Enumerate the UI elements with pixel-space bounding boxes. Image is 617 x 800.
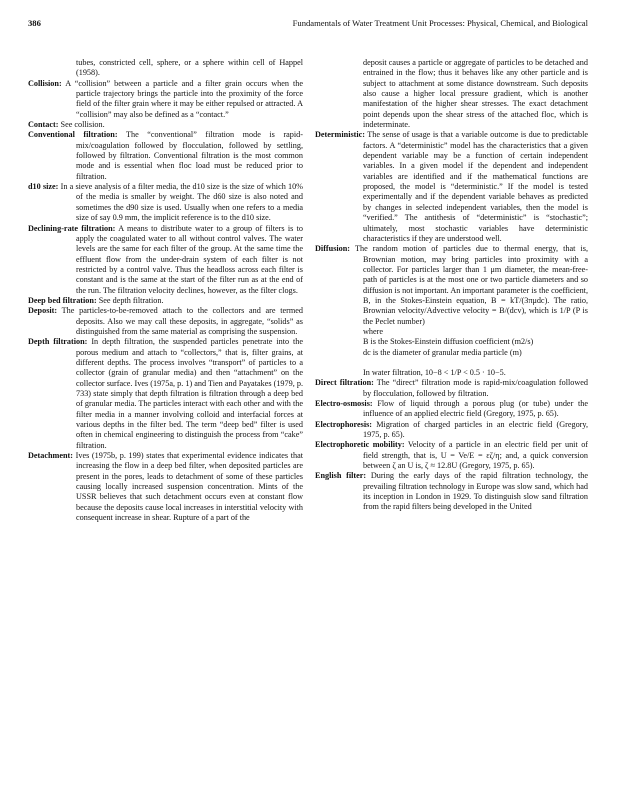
glossary-term: Collision:: [28, 78, 62, 88]
glossary-definition: The “direct” filtration mode is rapid-mix/coagulation followed by flocculation, followed by filtration.: [363, 378, 588, 398]
glossary-entry-depth-filtration: [28, 337, 303, 451]
right-column: [315, 58, 588, 513]
glossary-entry-detachment: [28, 451, 303, 523]
glossary-entry-electro-osmosis: [315, 399, 588, 420]
glossary-definition: See collision.: [60, 120, 105, 130]
glossary-entry-cont-deposit: [315, 58, 588, 130]
running-title: Fundamentals of Water Treatment Unit Processes: Physical, Chemical, and Biological: [292, 18, 588, 28]
glossary-term: Electro-osmosis:: [315, 399, 373, 408]
glossary-term: Detachment:: [28, 451, 74, 461]
glossary-definition: B is the Stokes-Einstein diffusion coefficient (m2/s): [363, 337, 534, 347]
glossary-definition: The “conventional” filtration mode is rapid-mix/coagulation followed by flocculation, followed by settling, followed by filtration. Conventional filtration is the most common mode and is essential when floc load must be reduced prior to filtration.: [76, 130, 303, 181]
glossary-term: Electrophoresis:: [315, 419, 373, 429]
spacer: [315, 358, 588, 368]
glossary-definition: deposit causes a particle or aggregate of particles to be detached and entrained in the flow; thus it behaves like any other particle and is subject to attachment at some distance downstream. Such deposits also cause a higher local pressure gradient, which is another manifestation of the higher shear stresses. The exact detachment point depends upon the shear stress of the attached floc, which is indeterminate.: [363, 58, 588, 130]
glossary-definition: A “collision” between a particle and a filter grain occurs when the particle trajectory brings the particle into the proximity of the force field of the filter grain where it may be either repulsed or attracted. A “collision” may also be defined as a “contact.”: [65, 78, 303, 119]
glossary-definition: Flow of liquid through a porous plug (or tube) under the influence of an applied electric field (Gregory, 1975, p. 65).: [363, 399, 588, 419]
glossary-term: Depth filtration:: [28, 337, 88, 347]
glossary-entry-deep-bed: [28, 296, 303, 306]
glossary-definition: tubes, constricted cell, sphere, or a sphere within cell of Happel (1958).: [76, 58, 303, 78]
glossary-entry-electrophoretic-mobility: [315, 440, 588, 471]
glossary-definition: See depth filtration.: [98, 295, 164, 305]
glossary-entry-where: [315, 327, 588, 337]
glossary-entry-where-dc: [315, 348, 588, 358]
glossary-definition: dc is the diameter of granular media particle (m): [363, 347, 522, 357]
glossary-entry-conventional-filtration: [28, 130, 303, 182]
glossary-entry-declining-rate: [28, 224, 303, 296]
glossary-entry-water-filtration: [315, 368, 588, 378]
glossary-definition: A means to distribute water to a group of filters is to apply the coagulated water to all without control valves. The water levels are the same for each filter of the group. At the same time the effluent flow from the under-drain system of each filter is not restricted by a control valve. Thus the headloss across each filter is constant and is the same at the start of the filter run as at the end of the run. The filtration velocity declines, however, as the filter clogs.: [76, 223, 303, 295]
glossary-definition: The sense of usage is that a variable outcome is due to predictable factors. A “deterministic” model has the characteristics that a given dependent variable may be a function of certain independent variables. In a given model if the dependent and independent variables are identified and if the mathematical functions are proposed, the model is “deterministic.” If the model is tested experimentally and if the dependent variable behaves as predicted by changes in selected independent variables, then the model is “verified.” The antithesis of “deterministic” is “stochastic”; ultimately, most stochastic variables have deterministic characteristics if they are understood well.: [363, 130, 589, 243]
page-number: 386: [28, 18, 41, 28]
glossary-term: d10 size:: [28, 182, 59, 192]
glossary-term: Deep bed filtration:: [28, 295, 97, 305]
glossary-entry-collision: [28, 79, 303, 120]
glossary-entry-deposit: [28, 306, 303, 337]
glossary-definition: The particles-to-be-removed attach to the collectors and are termed deposits. Also we may call these deposits, in aggregate, “solids” as distinguished from the same material as comprising the suspension.: [61, 306, 303, 336]
glossary-entry-direct-filtration: [315, 378, 588, 399]
glossary-term: Conventional filtration:: [28, 130, 118, 140]
glossary-term: Direct filtration:: [315, 378, 374, 388]
glossary-entry-diffusion: [315, 244, 588, 327]
glossary-definition: The random motion of particles due to thermal energy, that is, Brownian motion, may bring particles into proximity with a collector. For particles larger than 1 μm diameter, the mean-free-path of particles is at the most one or two particle diameters and so diffusion is not important. An important parameter is the coefficient, B, in the Stokes-Einstein equation, B = kT/(3πμdc). The ratio, Brownian velocity/Advective velocity = B/(dcv), which is 1/P (P is the Peclet number): [354, 244, 588, 326]
glossary-entry-english-filter: [315, 471, 588, 512]
glossary-entry-deterministic: [315, 130, 588, 244]
glossary-entry-contact: [28, 120, 303, 130]
glossary-term: Contact:: [28, 120, 59, 130]
glossary-entry-electrophoresis: [315, 420, 588, 441]
running-header: [28, 18, 588, 32]
glossary-definition: Ives (1975b, p. 199) states that experimental evidence indicates that increasing the flow in a deep bed filter, when deposited particles are present in the pores, leads to detachment of some of these particles causing locally increased suspension concentration. Mints of the USSR believes that such detachment occurs even at constant flow because the deposits cause local increases in interstitial velocity with consequent increase in shear. Rupture of a part of the: [75, 451, 303, 523]
glossary-definition: During the early days of the rapid filtration technology, the prevailing filtration technology in Europe was slow sand, which had its inception in London in 1929. To distinguish slow sand filtration from the rapid filters being developed in the United: [363, 471, 588, 512]
glossary-term: Deposit:: [28, 306, 58, 316]
glossary-entry-cont-tubes: [28, 58, 303, 79]
glossary-definition: Migration of charged particles in an electric field (Gregory, 1975, p. 65).: [363, 419, 588, 440]
glossary-term: Deterministic:: [315, 130, 366, 140]
glossary-definition: In water filtration, 10−8 < 1/P < 0.5 · 10−5.: [363, 367, 506, 377]
glossary-term: Declining-rate filtration:: [28, 223, 116, 233]
glossary-entry-where-B: [315, 337, 588, 347]
glossary-definition: In a sieve analysis of a filter media, the d10 size is the size of which 10% of the media is smaller by weight. The d60 size is also noted and sometimes the d90 size is used. Usually when one refers to a media size of say 0.9 mm, the implicit reference is to the d10 size.: [60, 182, 304, 223]
glossary-definition: Velocity of a particle in an electric field per unit of field strength, that is, U = Ve/E = εζ/η; and, a quick conversion between ζ an U is, ζ ≈ 12.8U (Gregory, 1975, p. 65).: [363, 440, 589, 471]
left-column: [28, 58, 303, 523]
glossary-definition: In depth filtration, the suspended particles penetrate into the porous medium and attach to “collectors,” that is, filter grains, at different depths. The process involves “transport” of particles to a collector (grain of granular media) and then “attachment” on the collector surface. Ives (1975a, p. 1) and Tien and Payatakes (1979, p. 733) state simply that depth filtration is filtration through a deep bed of granular media. The particles interact with each other and with the filter media in a manner involving colloid and interfacial forces at various depths in the filter bed. The term “deep bed” filter is used often in chemical engineering to distinguish the process from “cake” filtration.: [76, 337, 303, 450]
glossary-term: Diffusion:: [315, 244, 351, 254]
glossary-definition: where: [363, 326, 384, 336]
glossary-term: English filter:: [315, 471, 367, 481]
glossary-term: Electrophoretic mobility:: [315, 440, 405, 450]
glossary-entry-d10-size: [28, 182, 303, 223]
